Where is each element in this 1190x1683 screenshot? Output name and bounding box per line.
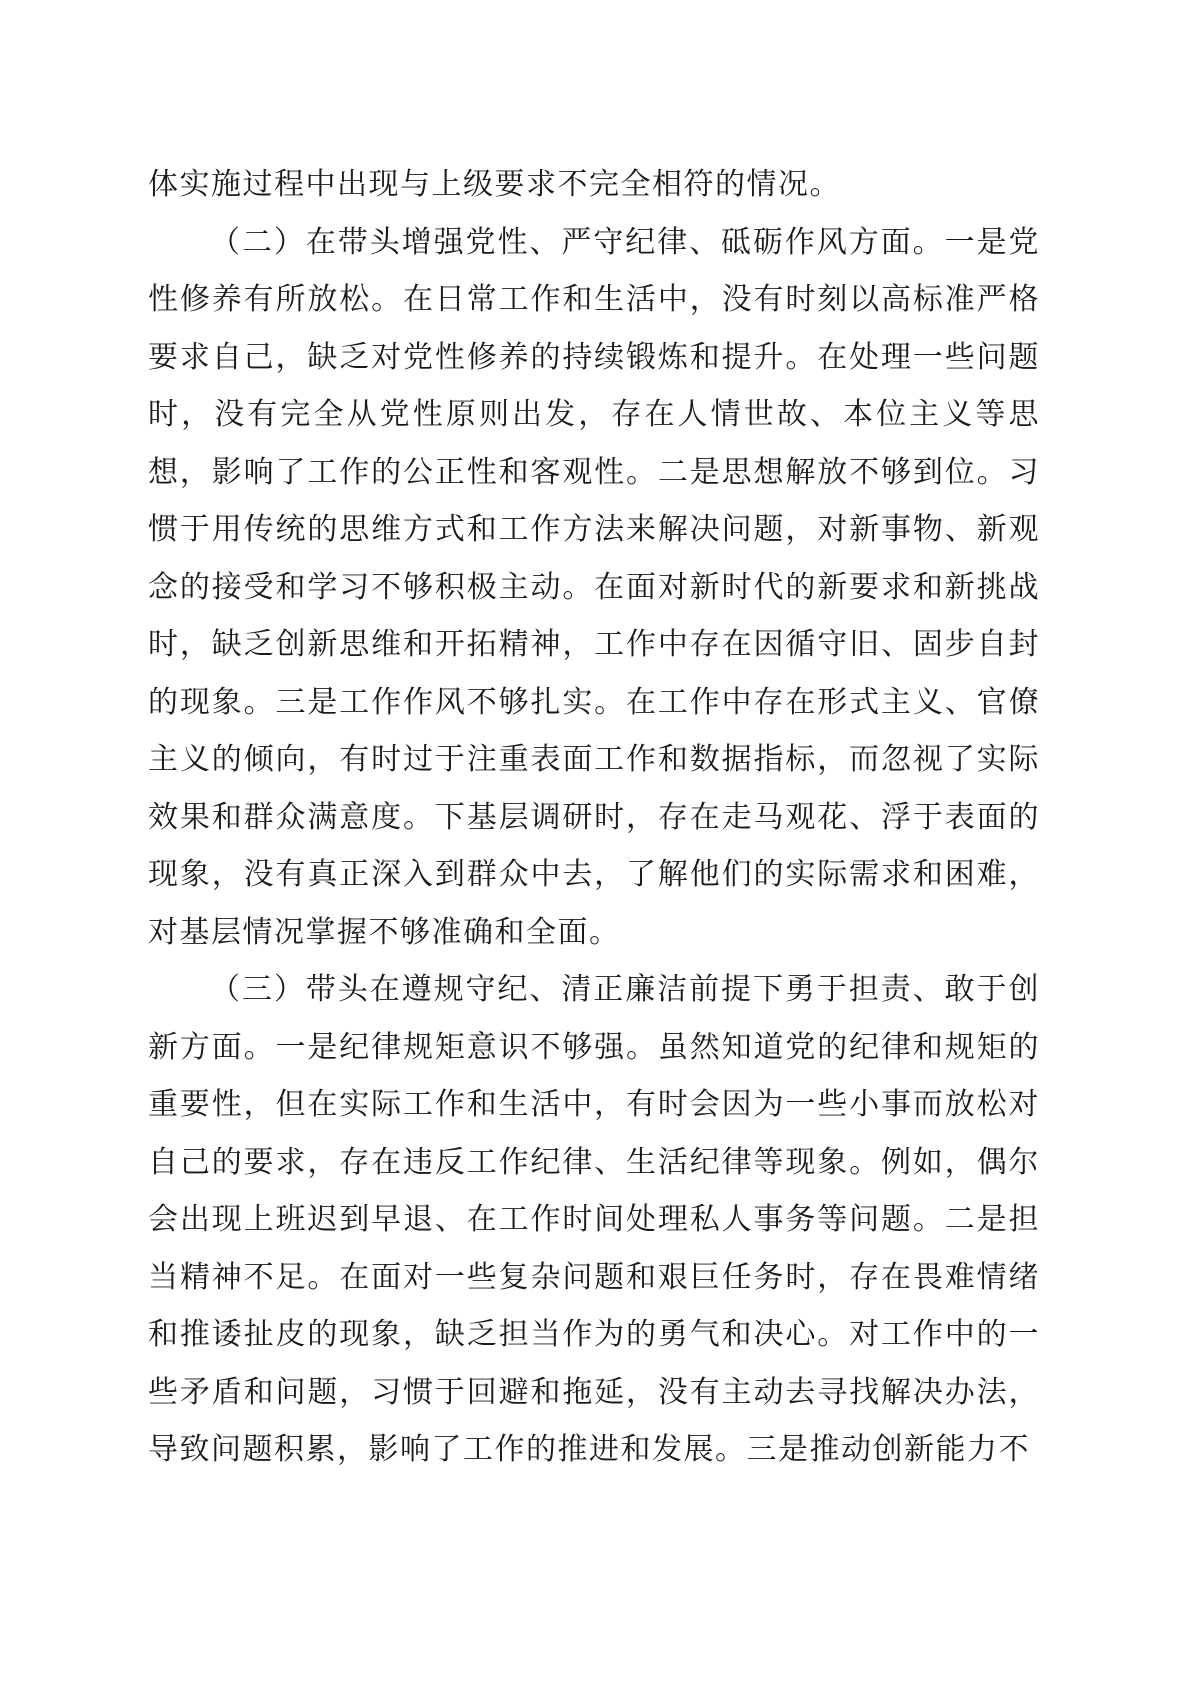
- paragraph-section-3: （三）带头在遵规守纪、清正廉洁前提下勇于担责、敢于创新方面。一是纪律规矩意识不够强。虽然知道党的纪律和规矩的重要性，但在实际工作和生活中，有时会因为一些小事而放松对自己的要求，存在违反工作纪律、生活纪律等现象。例如，偶尔会出现上班迟到早退、在工作时间处理私人事务等问题。二是担当精神不足。在面对一些复杂问题和艰巨任务时，存在畏难情绪和推诿扯皮的现象，缺乏担当作为的勇气和决心。对工作中的一些矛盾和问题，习惯于回避和拖延，没有主动去寻找解决办法，导致问题积累，影响了工作的推进和发展。三是推动创新能力不: [148, 972, 1040, 1467]
- paragraph-section-2: （二）在带头增强党性、严守纪律、砥砺作风方面。一是党性修养有所放松。在日常工作和生活中，没有时刻以高标准严格要求自己，缺乏对党性修养的持续锻炼和提升。在处理一些问题时，没有完全从党性原则出发，存在人情世故、本位主义等思想，影响了工作的公正性和客观性。二是思想解放不够到位。习惯于用传统的思维方式和工作方法来解决问题，对新事物、新观念的接受和学习不够积极主动。在面对新时代的新要求和新挑战时，缺乏创新思维和开拓精神，工作中存在因循守旧、固步自封的现象。三是工作作风不够扎实。在工作中存在形式主义、官僚主义的倾向，有时过于注重表面工作和数据指标，而忽视了实际效果和群众满意度。下基层调研时，存在走马观花、浮于表面的现象，没有真正深入到群众中去，了解他们的实际需求和困难，对基层情况掌握不够准确和全面。: [148, 224, 1040, 950]
- document-body: [148, 156, 1040, 1479]
- paragraph-continuation: 体实施过程中出现与上级要求不完全相符的情况。: [148, 167, 841, 202]
